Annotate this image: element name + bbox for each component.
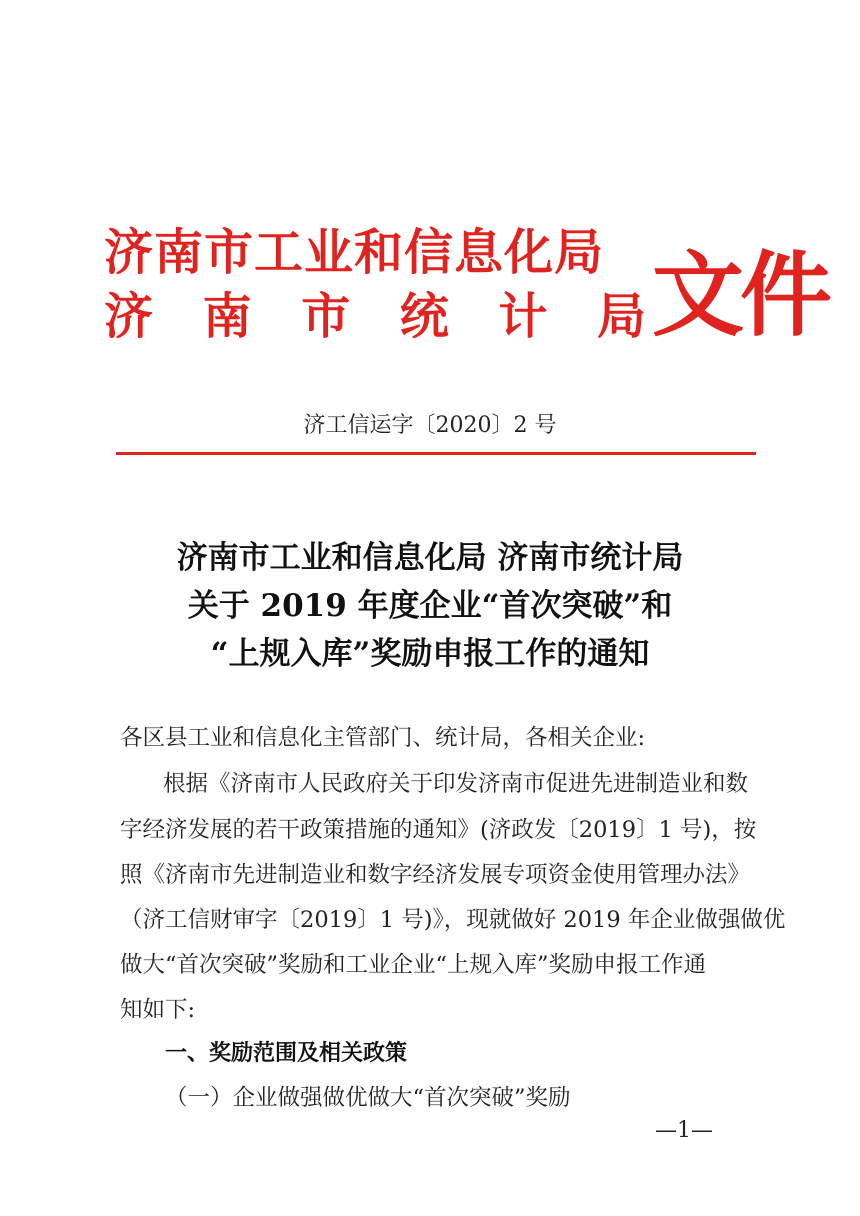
issuing-org-2-char: 南 [202,287,252,345]
section-heading: 一、奖励范围及相关政策 [165,1041,408,1066]
page-number: —1— [655,1118,713,1143]
paragraph-line: 照《济南市先进制造业和数字经济发展专项资金使用管理办法》 [120,862,751,888]
salutation: 各区县工业和信息化主管部门、统计局，各相关企业: [120,725,646,751]
document-number: 济工信运字〔2020〕2 号 [303,413,557,438]
paragraph-line: （济工信财审字〔2019〕1 号)》，现就做好 2019 年企业做强做优 [120,907,786,933]
notice-title-line-2: 关于 2019 年度企业“首次突破”和 [187,588,673,624]
issuing-org-2 [104,278,646,348]
issuing-org-2-char: 局 [596,287,646,345]
paragraph-line: 字经济发展的若干政策措施的通知》(济政发〔2019〕1 号)，按 [120,817,757,843]
paragraph-line: 做大“首次突破”奖励和工业企业“上规入库”奖励申报工作通 [120,952,707,978]
paragraph-line: 根据《济南市人民政府关于印发济南市促进先进制造业和数 [163,771,749,797]
issuing-org-2-char: 计 [498,287,548,345]
notice-title-line-1: 济南市工业和信息化局 济南市统计局 [176,540,684,576]
sub-heading: （一）企业做强做优做大“首次突破”奖励 [165,1085,571,1111]
document-type-label: 文件 [652,241,829,349]
issuing-org-1: 济南市工业和信息化局 [104,223,605,281]
issuing-org-2-char: 市 [301,287,351,345]
issuing-org-2-char: 统 [399,287,449,345]
paragraph-line: 知如下: [120,997,196,1023]
issuing-org-2-char: 济 [104,287,154,345]
red-divider-line [116,452,756,455]
notice-title-line-3: “上规入库”奖励申报工作的通知 [210,636,650,672]
